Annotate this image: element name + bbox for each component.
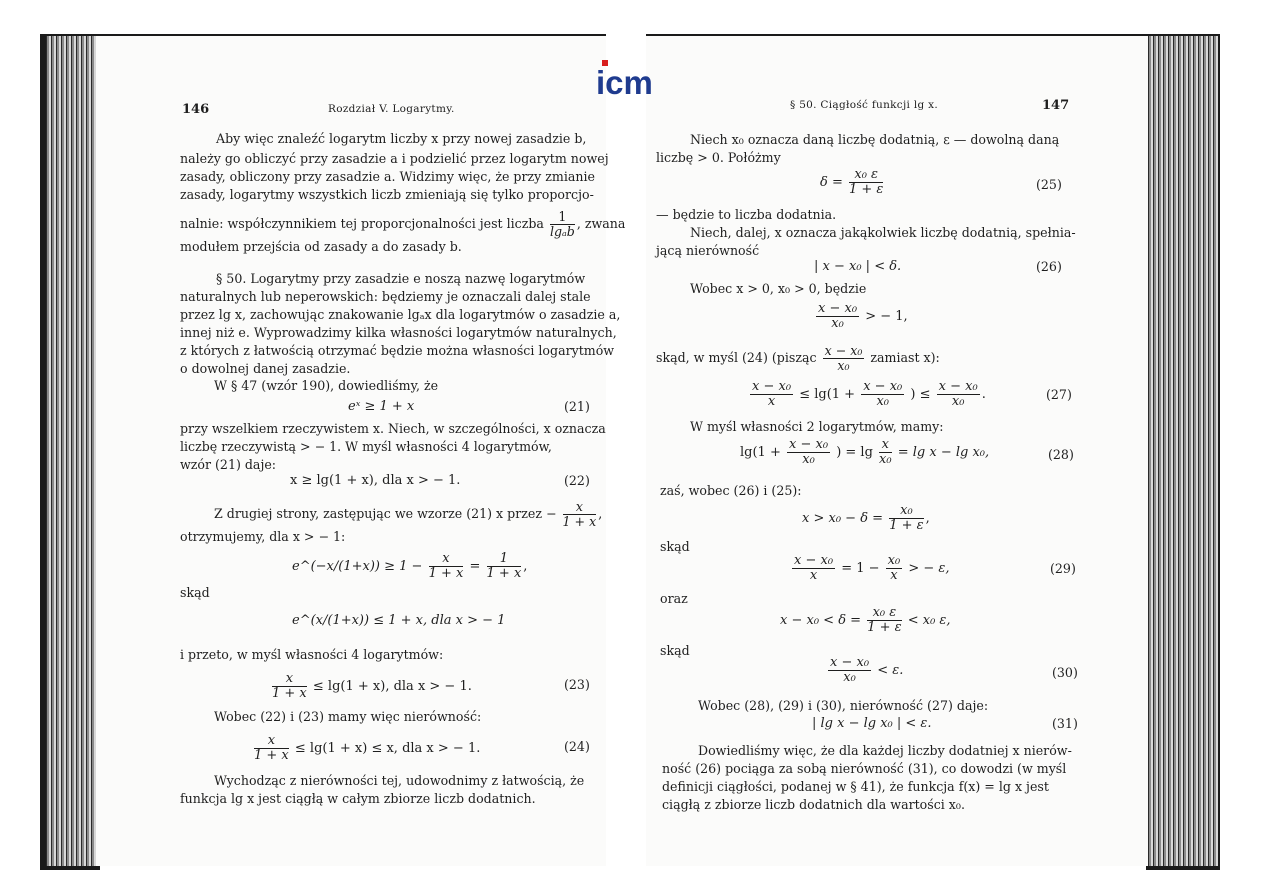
numerator: x − x₀: [789, 437, 829, 452]
right-text-line: definicji ciągłości, podanej w § 41), że funkcja f(x) = lg x jest: [662, 779, 1049, 794]
numerator: x: [272, 672, 307, 687]
denominator: 1 + x: [428, 566, 464, 581]
left-text-line: należy go obliczyć przy zasadzie a i podzielić przez logarytm nowej: [180, 151, 609, 166]
left-text-line: naturalnych lub neperowskich: będziemy je oznaczali dalej stale: [180, 289, 591, 304]
numerator: x: [879, 438, 892, 453]
right-text-line: skąd: [660, 539, 690, 554]
right-text-line: W myśl własności 2 logarytmów, mamy:: [690, 419, 944, 434]
denominator: 1 + ε: [867, 620, 902, 635]
denominator: 1 + x: [562, 514, 597, 529]
left-text-line: W § 47 (wzór 190), dowiedliśmy, że: [214, 378, 439, 393]
denominator: x₀: [837, 358, 850, 373]
numerator: x − x₀: [938, 379, 978, 394]
fraction: [849, 168, 883, 197]
equation-22: x ≥ lg(1 + x), dla x > − 1.: [290, 473, 461, 488]
equation-x-upper: [780, 606, 951, 635]
denominator: x: [890, 568, 898, 583]
denominator: 1 + x: [272, 686, 307, 701]
equation-number: (24): [564, 739, 590, 754]
numerator: x₀: [887, 553, 901, 568]
numerator: x − x₀: [752, 379, 792, 394]
equation-exp-lower: [292, 552, 527, 581]
text: > − ε,: [908, 561, 950, 576]
equation-x-lower: [802, 504, 930, 533]
left-text-line: skąd: [180, 585, 210, 600]
numerator: 1: [487, 552, 522, 567]
numerator: x₀ ε: [867, 606, 901, 621]
text: ≤ lg(1 + x) ≤ x, dla x > − 1.: [294, 741, 481, 756]
text: skąd, w myśl (24): [656, 350, 768, 365]
right-text-line: oraz: [660, 591, 688, 606]
fraction: [867, 606, 901, 635]
left-text-line: Aby więc znaleźć logarytm liczby x przy nowej zasadzie b,: [216, 131, 587, 146]
denominator: x₀: [951, 394, 965, 409]
text: ≤ lg(1 +: [799, 387, 856, 402]
right-text-line: Wobec (28), (29) i (30), nierówność (27) daje:: [698, 698, 989, 713]
equation-31: | lg x − lg x₀ | < ε.: [812, 716, 932, 731]
numerator: x: [254, 734, 289, 749]
text: > − 1,: [865, 309, 908, 324]
left-text-line: przez lg x, zachowując znakowanie lgₐx dla logarytmów o zasadzie a,: [180, 307, 621, 322]
fraction: [828, 656, 871, 685]
equation-27: [748, 380, 986, 409]
equation-number: (22): [564, 473, 590, 488]
text: .: [981, 387, 986, 402]
left-text-line: [214, 500, 602, 529]
text: ,: [523, 559, 528, 574]
right-text-line: jącą nierówność: [656, 243, 760, 258]
denominator: x₀: [831, 316, 844, 331]
right-text-line: — będzie to liczba dodatnia.: [656, 207, 837, 222]
numerator: x: [429, 552, 464, 567]
section-50-heading: § 50. Logarytmy przy zasadzie e noszą nazwę logarytmów: [216, 271, 586, 286]
fraction: [937, 380, 980, 409]
left-text-line: [180, 210, 625, 239]
numerator: x − x₀: [794, 553, 834, 568]
text: = 1 −: [841, 561, 880, 576]
fraction: [787, 438, 830, 467]
equation-24: [252, 734, 480, 763]
modulus-fraction: [550, 210, 575, 239]
equation-number: (27): [1046, 387, 1072, 402]
equation-28: [740, 438, 989, 467]
fraction: [886, 554, 903, 583]
fraction: [879, 438, 892, 467]
numerator: x: [563, 500, 597, 515]
text: e^(−x/(1+x)) ≥ 1 −: [292, 559, 423, 574]
fraction: [429, 552, 464, 581]
left-text-line: zasady, obliczony przy zasadzie a. Widzimy więc, że przy zmianie: [180, 169, 595, 184]
fraction: [750, 380, 793, 409]
text: δ =: [820, 175, 843, 190]
left-text-line: zasady, logarytmy wszystkich liczb zmieniają się tylko proporcjo-: [180, 187, 594, 202]
text: < ε.: [877, 663, 904, 678]
equation-number: (23): [564, 677, 590, 692]
equation-23: [270, 672, 472, 701]
numerator: x − x₀: [830, 655, 870, 670]
equation-25: [820, 168, 885, 197]
text: lg(1 +: [740, 445, 781, 460]
numerator: x − x₀: [824, 343, 863, 358]
left-text-line: Wychodząc z nierówności tej, udowodnimy z łatwością, że: [214, 773, 585, 788]
left-text-line: innej niż e. Wyprowadzimy kilka własności logarytmów naturalnych,: [180, 325, 617, 340]
left-text-line: Wobec (22) i (23) mamy więc nierówność:: [214, 709, 482, 724]
equation-number: (31): [1052, 716, 1078, 731]
denominator: 1 + ε: [889, 518, 924, 533]
equation-number: (28): [1048, 447, 1074, 462]
text: zamiast x):: [870, 350, 940, 365]
right-text-line: liczbę > 0. Połóżmy: [656, 150, 781, 165]
denominator: lgₐb: [549, 224, 575, 239]
fraction: [889, 504, 923, 533]
equation-29: [790, 554, 950, 583]
denominator: 1 + x: [486, 566, 522, 581]
right-text-line: skąd: [660, 643, 690, 658]
equation-ratio-gt: [814, 302, 908, 331]
equation-exp-upper: e^(x/(1+x)) ≤ 1 + x, dla x > − 1: [292, 613, 506, 628]
right-text-line: zaś, wobec (26) i (25):: [660, 483, 802, 498]
right-text-line: Niech x₀ oznacza daną liczbę dodatnią, ε — dowolną daną: [690, 132, 1060, 147]
left-page-number: 146: [182, 102, 210, 117]
left-text-line: modułem przejścia od zasady a do zasady b.: [180, 239, 462, 254]
left-text-line: i przeto, w myśl własności 4 logarytmów:: [180, 647, 444, 662]
denominator: x: [809, 568, 818, 583]
right-text-line: [656, 344, 940, 373]
numerator: x₀ ε: [849, 168, 883, 183]
text: Z drugiej strony, zastępując we wzorze (21) x przez −: [214, 506, 557, 521]
right-text-line: ciągłą z zbiorze liczb dodatnich dla wartości x₀.: [662, 797, 965, 812]
equation-number: (29): [1050, 561, 1076, 576]
fraction: [816, 302, 859, 331]
equation-number: (26): [1036, 259, 1062, 274]
left-text-line: o dowolnej danej zasadzie.: [180, 361, 351, 376]
fraction: [487, 552, 522, 581]
left-text-line: przy wszelkiem rzeczywistem x. Niech, w szczególności, x oznacza: [180, 421, 606, 436]
right-page-stack: [1148, 36, 1218, 866]
denominator: x₀: [879, 452, 892, 467]
equation-30: [826, 656, 903, 685]
left-text-line: funkcja lg x jest ciągłą w całym zbiorze liczb dodatnich.: [180, 791, 536, 806]
text: , zwana: [576, 216, 626, 231]
text: = lg x − lg x₀,: [897, 445, 990, 460]
fraction: [792, 554, 835, 583]
denominator: x: [767, 394, 776, 409]
text: =: [469, 559, 481, 574]
text: ,: [598, 506, 603, 521]
left-text-line: otrzymujemy, dla x > − 1:: [180, 529, 346, 544]
text: ≤ lg(1 + x), dla x > − 1.: [312, 679, 472, 694]
numerator: 1: [550, 210, 575, 225]
left-page-stack: [46, 36, 98, 866]
numerator: x − x₀: [863, 379, 903, 394]
denominator: 1 + x: [254, 748, 289, 763]
right-page-number: 147: [1042, 98, 1070, 113]
left-running-header: Rozdział V. Logarytmy.: [328, 103, 455, 115]
text: ) = lg: [836, 445, 873, 460]
denominator: 1 + ε: [849, 182, 884, 197]
right-text-line: Niech, dalej, x oznacza jakąkolwiek liczbę dodatnią, spełnia-: [690, 225, 1076, 240]
fraction: [254, 734, 289, 763]
fraction: [272, 672, 307, 701]
denominator: x₀: [843, 670, 856, 685]
text: < x₀ ε,: [907, 613, 951, 628]
text: x > x₀ − δ =: [802, 511, 884, 526]
left-text-line: z których z łatwością otrzymać będzie można własności logarytmów: [180, 343, 615, 358]
equation-number: (30): [1052, 665, 1078, 680]
left-text-line: wzór (21) daje:: [180, 457, 277, 472]
equation-21: eˣ ≥ 1 + x: [348, 399, 415, 414]
right-text-line: Dowiedliśmy więc, że dla każdej liczby dodatniej x nierów-: [698, 743, 1072, 758]
left-text-line: liczbę rzeczywistą > − 1. W myśl własności 4 logarytmów,: [180, 439, 552, 454]
icm-logo: [596, 58, 664, 98]
numerator: x₀: [889, 504, 923, 519]
text: (pisząc: [771, 350, 817, 365]
text: x − x₀ < δ =: [780, 613, 862, 628]
text: nalnie: współczynnikiem tej proporcjonalności jest liczba: [180, 216, 544, 231]
text: ,: [925, 511, 930, 526]
denominator: x₀: [802, 452, 815, 467]
denominator: x₀: [876, 394, 889, 409]
fraction: [823, 344, 865, 373]
text: ) ≤: [910, 387, 931, 402]
substitution-fraction: [563, 500, 597, 529]
equation-number: (25): [1036, 177, 1062, 192]
svg-text:icm: icm: [596, 64, 653, 98]
equation-number: (21): [564, 399, 590, 414]
right-text-line: ność (26) pociąga za sobą nierówność (31), co dowodzi (w myśl: [662, 761, 1067, 776]
fraction: [861, 380, 904, 409]
equation-26: | x − x₀ | < δ.: [814, 259, 902, 274]
numerator: x − x₀: [818, 301, 858, 316]
right-text-line: Wobec x > 0, x₀ > 0, będzie: [690, 281, 867, 296]
right-running-header: § 50. Ciągłość funkcji lg x.: [790, 99, 939, 111]
